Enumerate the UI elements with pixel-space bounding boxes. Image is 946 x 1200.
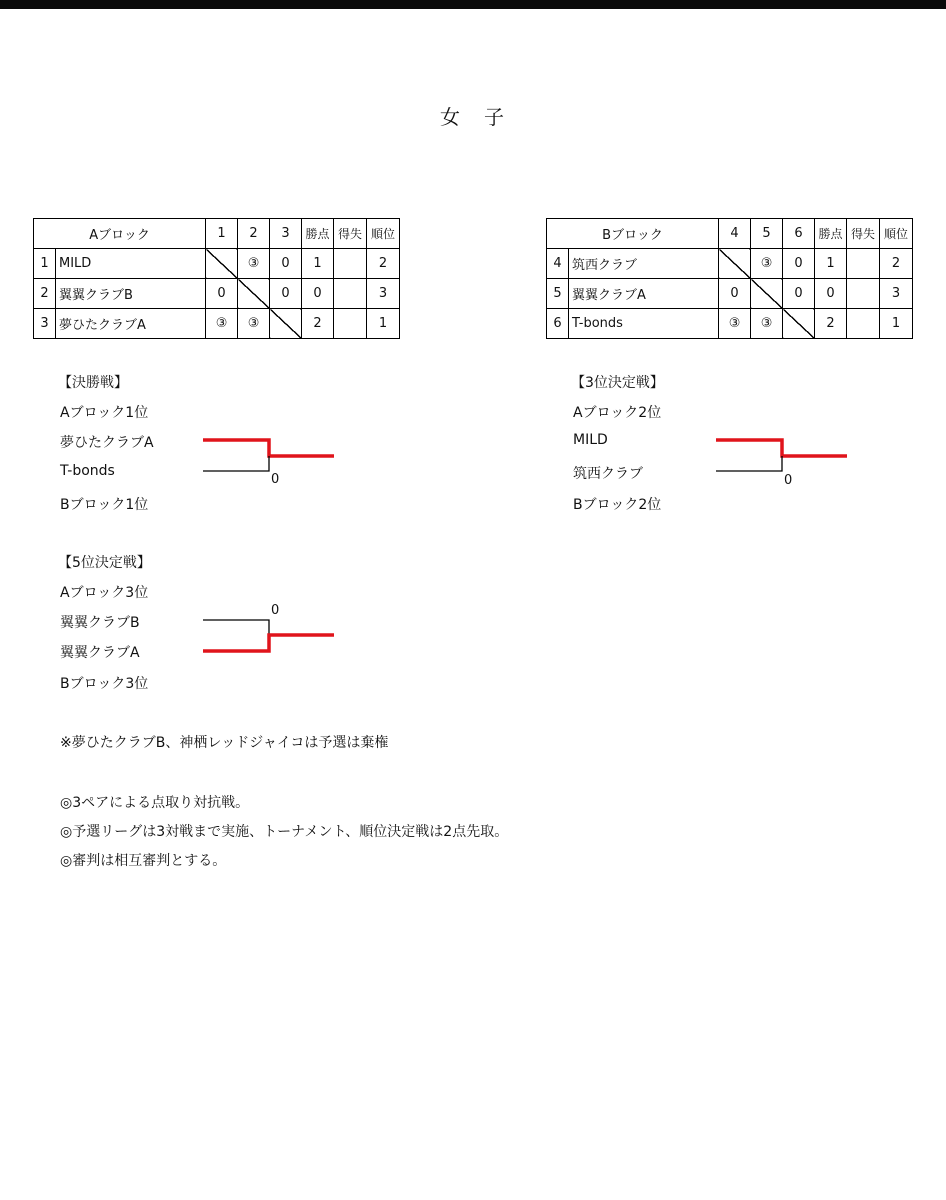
rank-header: 順位 (880, 219, 913, 249)
team-name: 翼翼クラブA (569, 279, 719, 309)
page-title: 女 子 (440, 105, 506, 129)
rank-cell: 1 (367, 309, 400, 339)
third-team-bottom: 筑西クラブ (573, 466, 643, 482)
third-team-top: MILD (573, 432, 608, 448)
result-cell: 0 (270, 249, 302, 279)
team-number: 4 (547, 249, 569, 279)
col-header: 3 (270, 219, 302, 249)
result-cell: ③ (206, 309, 238, 339)
result-cell: ③ (719, 309, 751, 339)
result-cell: 0 (783, 249, 815, 279)
fifth-team-top: 翼翼クラブB (60, 615, 140, 631)
final-score: 0 (271, 472, 280, 487)
col-header: 2 (238, 219, 270, 249)
fifth-seed-bottom: Bブロック3位 (60, 676, 149, 692)
points-cell: 1 (815, 249, 847, 279)
fifth-score: 0 (271, 603, 280, 618)
result-cell: ③ (238, 249, 270, 279)
final-seed-top: Aブロック1位 (60, 405, 149, 421)
final-heading: 【決勝戦】 (58, 375, 128, 391)
rank-cell: 3 (880, 279, 913, 309)
third-seed-top: Aブロック2位 (573, 405, 662, 421)
rule-note: ◎審判は相互審判とする。 (60, 853, 227, 869)
result-cell: 0 (270, 279, 302, 309)
final-seed-bottom: Bブロック1位 (60, 497, 149, 513)
fifth-loser-line (203, 620, 269, 635)
loss-header: 得失 (334, 219, 367, 249)
rank-cell: 2 (367, 249, 400, 279)
third-winner-line (716, 440, 847, 456)
result-cell: 0 (206, 279, 238, 309)
third-loser-line (716, 456, 782, 471)
rank-cell: 2 (880, 249, 913, 279)
block-b-name: Bブロック (547, 219, 719, 249)
third-heading: 【3位決定戦】 (571, 375, 664, 391)
team-name: 夢ひたクラブA (56, 309, 206, 339)
points-header: 勝点 (302, 219, 334, 249)
loss-header: 得失 (847, 219, 880, 249)
team-name: 筑西クラブ (569, 249, 719, 279)
result-cell: ③ (238, 309, 270, 339)
third-seed-bottom: Bブロック2位 (573, 497, 662, 513)
points-cell: 1 (302, 249, 334, 279)
col-header: 1 (206, 219, 238, 249)
fifth-team-bottom: 翼翼クラブA (60, 645, 140, 661)
rank-header: 順位 (367, 219, 400, 249)
final-team-bottom: T-bonds (60, 463, 115, 479)
final-team-top: 夢ひたクラブA (60, 435, 154, 451)
team-name: MILD (56, 249, 206, 279)
team-number: 2 (34, 279, 56, 309)
fifth-winner-line (203, 635, 334, 651)
team-number: 3 (34, 309, 56, 339)
team-number: 1 (34, 249, 56, 279)
rank-cell: 1 (880, 309, 913, 339)
block-a-name: Aブロック (34, 219, 206, 249)
team-name: T-bonds (569, 309, 719, 339)
col-header: 5 (751, 219, 783, 249)
final-winner-line (203, 440, 334, 456)
col-header: 6 (783, 219, 815, 249)
third-score: 0 (784, 473, 793, 488)
points-cell: 2 (815, 309, 847, 339)
col-header: 4 (719, 219, 751, 249)
result-cell: ③ (751, 309, 783, 339)
result-cell: ③ (751, 249, 783, 279)
rule-note: ◎予選リーグは3対戦まで実施、トーナメント、順位決定戦は2点先取。 (60, 824, 509, 840)
rank-cell: 3 (367, 279, 400, 309)
forfeit-note: ※夢ひたクラブB、神栖レッドジャイコは予選は棄権 (60, 735, 389, 751)
team-number: 5 (547, 279, 569, 309)
result-cell: 0 (719, 279, 751, 309)
rule-note: ◎3ペアによる点取り対抗戦。 (60, 795, 250, 811)
points-cell: 0 (815, 279, 847, 309)
points-header: 勝点 (815, 219, 847, 249)
points-cell: 0 (302, 279, 334, 309)
fifth-heading: 【5位決定戦】 (58, 555, 151, 571)
points-cell: 2 (302, 309, 334, 339)
team-name: 翼翼クラブB (56, 279, 206, 309)
fifth-seed-top: Aブロック3位 (60, 585, 149, 601)
final-loser-line (203, 456, 269, 471)
team-number: 6 (547, 309, 569, 339)
result-cell: 0 (783, 279, 815, 309)
